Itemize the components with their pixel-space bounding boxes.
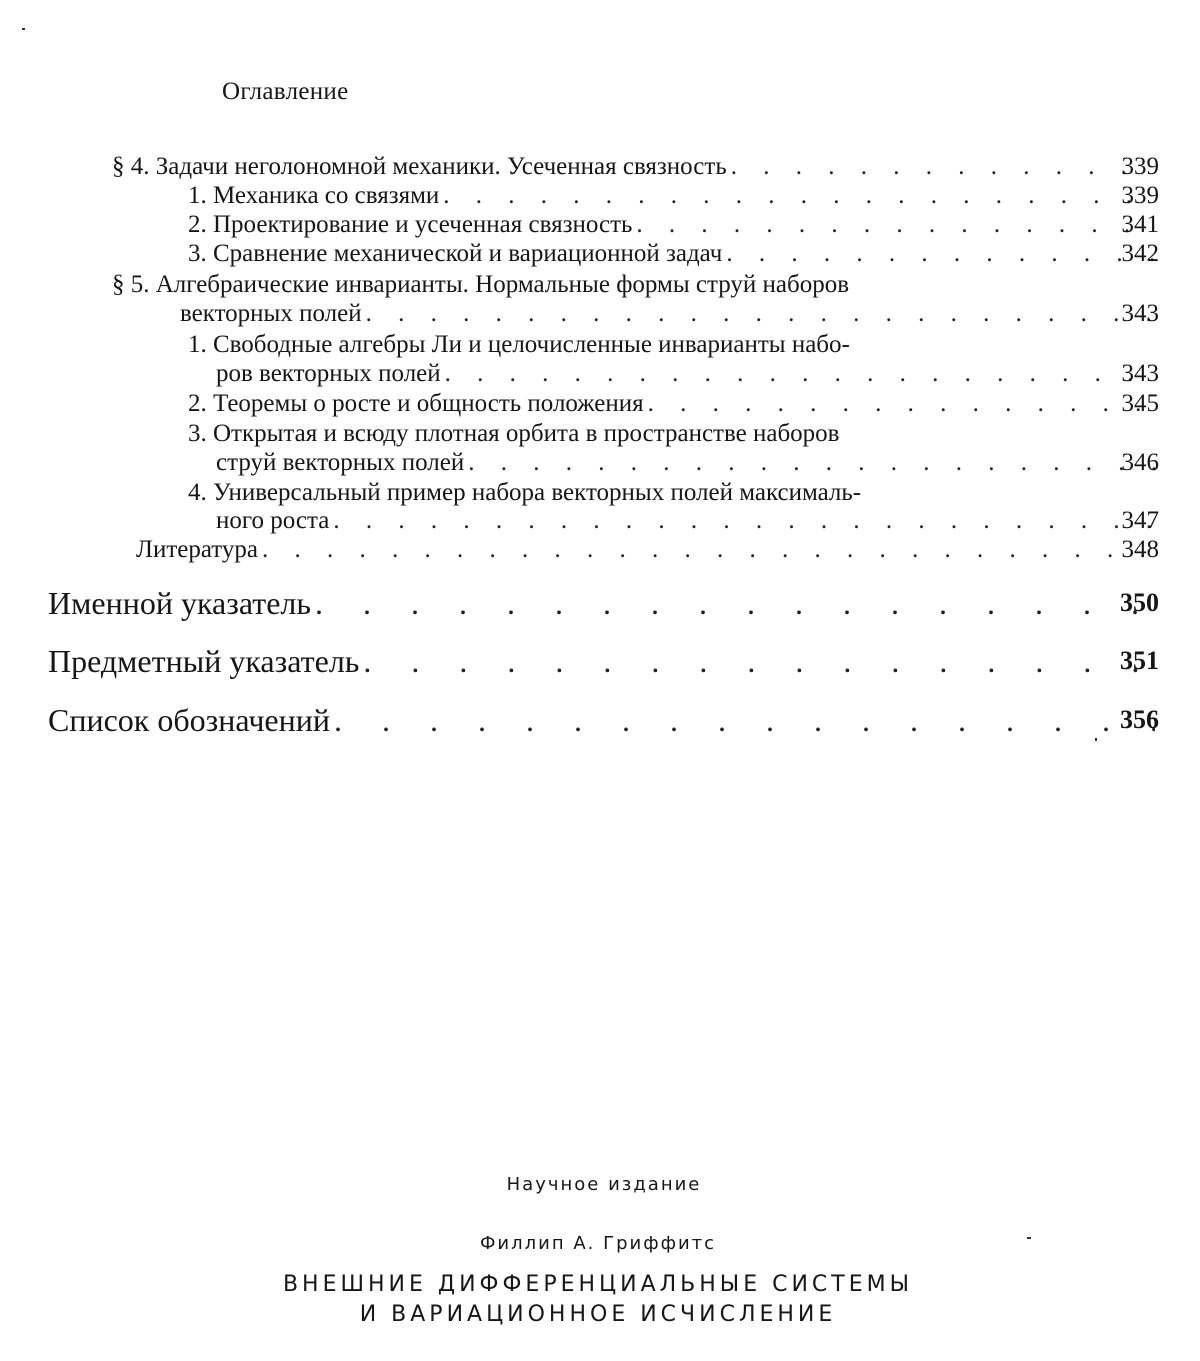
toc-entry-subject-index — [48, 642, 1159, 680]
toc-entry-label: 1. Свободные алгебры Ли и целочисленные инварианты набо- — [188, 331, 850, 358]
toc-page-number: 346 — [1121, 449, 1159, 476]
toc-entry-section-5-line1 — [112, 270, 1159, 300]
toc-entry-5-4-line2 — [216, 506, 1159, 536]
toc-entry-label: Именной указатель — [48, 585, 311, 621]
toc-entry-label: § 4. Задачи неголономной механики. Усеченная связность — [112, 153, 727, 180]
toc-entry-5-3-line1 — [188, 419, 1159, 449]
toc-page-number: 341 — [1121, 211, 1159, 238]
toc-leader-dots — [636, 210, 1155, 240]
colophon-edition-type: Научное издание — [506, 1174, 702, 1195]
toc-entry-label: 1. Механика со связями — [188, 182, 440, 209]
toc-entry-label: § 5. Алгебраические инварианты. Нормальные формы струй наборов — [112, 271, 850, 298]
toc-page-number: 345 — [1121, 390, 1159, 417]
toc-entry-label: Литература — [136, 536, 258, 563]
toc-entry-5-1-line2 — [216, 359, 1159, 389]
toc-leader-dots — [443, 181, 1155, 211]
toc-page-number: 350 — [1120, 588, 1159, 617]
toc-entry-4-3 — [188, 239, 1159, 269]
toc-page-number: 343 — [1121, 300, 1159, 327]
toc-entry-4-1 — [188, 181, 1159, 211]
toc-leader-dots — [363, 642, 1155, 680]
toc-page-number: 339 — [1121, 153, 1159, 180]
toc-entry-section-5-line2 — [180, 299, 1159, 329]
toc-entry-name-index — [48, 584, 1159, 622]
toc-entry-label: ров векторных полей — [216, 360, 441, 387]
toc-entry-literature — [136, 535, 1159, 565]
toc-entry-notation-list — [48, 701, 1159, 739]
toc-entry-label: 3. Сравнение механической и вариационной задач — [188, 240, 723, 267]
toc-leader-dots — [726, 239, 1155, 269]
scan-speck — [22, 28, 25, 30]
toc-entry-label: струй векторных полей — [216, 449, 465, 476]
colophon-book-title-line1: ВНЕШНИЕ ДИФФЕРЕНЦИАЛЬНЫЕ СИСТЕМЫ — [282, 1272, 914, 1297]
toc-entry-label: Предметный указатель — [48, 643, 360, 679]
colophon-author: Филлип А. Гриффитс — [479, 1233, 717, 1254]
toc-entry-label: 2. Теоремы о росте и общность положения — [188, 390, 644, 417]
colophon-book-title-line2: И ВАРИАЦИОННОЕ ИСЧИСЛЕНИЕ — [359, 1302, 837, 1327]
toc-leader-dots — [334, 701, 1155, 739]
toc-entry-5-2 — [188, 389, 1159, 419]
toc-entry-label: 3. Открытая и всюду плотная орбита в пространстве наборов — [188, 420, 840, 447]
toc-entry-4-2 — [188, 210, 1159, 240]
toc-leader-dots — [731, 152, 1155, 182]
toc-leader-dots — [315, 584, 1155, 622]
toc-page-number: 339 — [1121, 182, 1159, 209]
toc-entry-label: векторных полей — [180, 300, 362, 327]
toc-page-number: 347 — [1121, 507, 1159, 534]
toc-leader-dots — [445, 359, 1155, 389]
toc-page-number: 348 — [1121, 536, 1159, 563]
scan-speck — [1027, 1237, 1031, 1239]
toc-entry-label: 4. Универсальный пример набора векторных полей максималь- — [188, 479, 862, 506]
toc-entry-label: ного роста — [216, 507, 330, 534]
toc-page-number: 342 — [1121, 240, 1159, 267]
toc-entry-5-3-line2 — [216, 448, 1159, 478]
page-header-title: Оглавление — [222, 78, 349, 105]
toc-entry-5-1-line1 — [188, 330, 1159, 360]
toc-leader-dots — [262, 535, 1155, 565]
toc-page-number: 351 — [1120, 646, 1159, 675]
toc-leader-dots — [468, 448, 1155, 478]
toc-entry-section-4 — [112, 152, 1159, 182]
toc-page-number: 356 — [1120, 705, 1159, 734]
toc-leader-dots — [648, 389, 1155, 419]
toc-leader-dots — [333, 506, 1155, 536]
toc-page-number: 343 — [1121, 360, 1159, 387]
toc-leader-dots — [366, 299, 1155, 329]
toc-entry-label: Список обозначений — [48, 702, 330, 738]
toc-entry-label: 2. Проектирование и усеченная связность — [188, 211, 633, 238]
toc-entry-5-4-line1 — [188, 478, 1159, 508]
scan-speck — [1095, 738, 1097, 741]
